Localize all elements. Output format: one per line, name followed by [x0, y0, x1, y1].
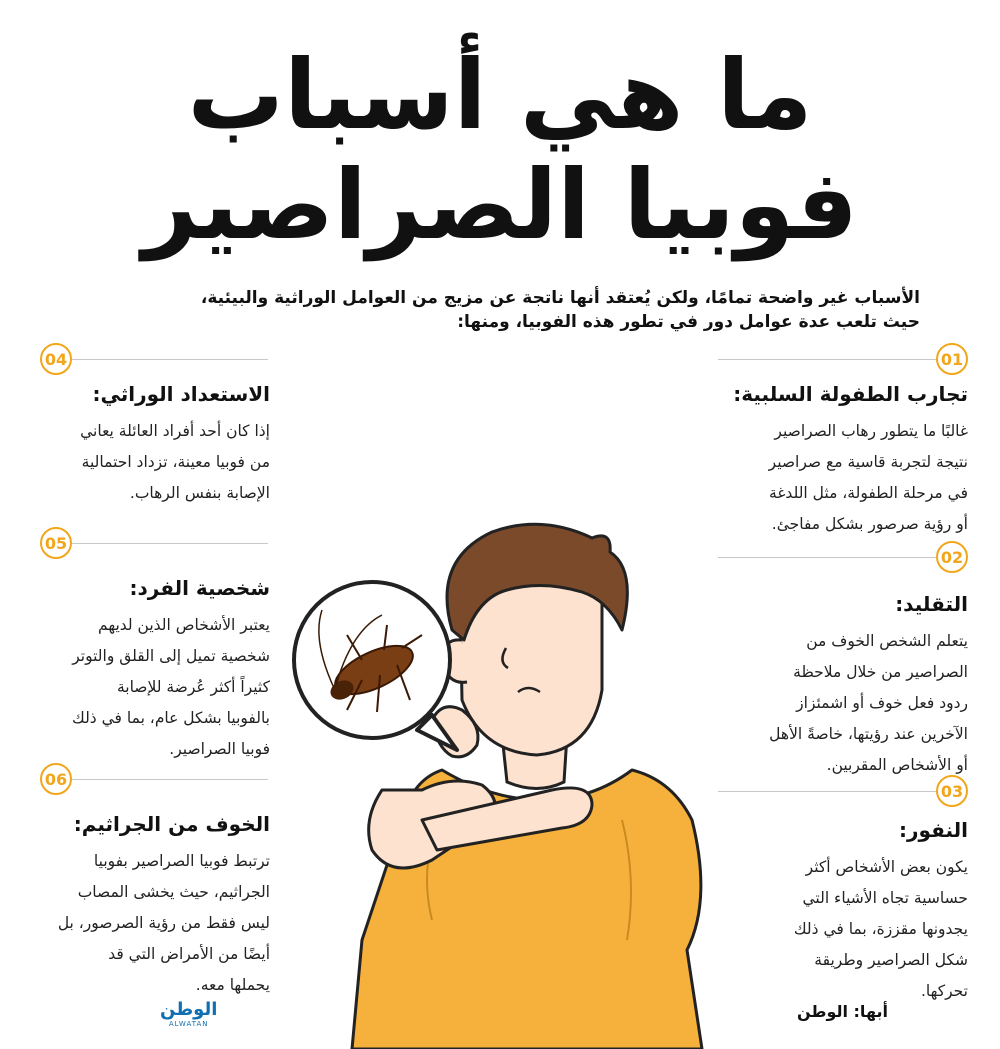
number-badge-04: 04 [40, 343, 72, 375]
title-line-1: ما هي أسباب [187, 39, 813, 151]
divider-line [72, 359, 268, 360]
section-04 [30, 380, 270, 509]
section-02 [728, 590, 968, 781]
divider-line [718, 557, 936, 558]
section-line: يعتبر الأشخاص الذين لديهم [98, 616, 270, 634]
logo-arabic: الوطن [160, 999, 218, 1020]
number-badge-05: 05 [40, 527, 72, 559]
section-line: ليس فقط من رؤية الصرصور، بل [57, 914, 270, 932]
section-line: تحركها. [920, 982, 968, 1000]
section-line: من فوبيا معينة، تزداد احتمالية [81, 453, 270, 471]
section-line: يجدونها مقززة، بما في ذلك [793, 920, 968, 938]
number-row-02 [718, 542, 968, 572]
section-line: الآخرين عند رؤيتها، خاصةً الأهل [769, 725, 968, 743]
section-title-05: شخصية الفرد: [129, 576, 270, 600]
section-line: يكون بعض الأشخاص أكثر [805, 858, 968, 876]
divider-line [718, 359, 936, 360]
section-line: شخصية تميل إلى القلق والتوتر [72, 647, 270, 665]
number-badge-03: 03 [936, 775, 968, 807]
section-line: الإصابة بنفس الرهاب. [129, 484, 270, 502]
section-line: نتيجة لتجربة قاسية مع صراصير [768, 453, 968, 471]
section-01 [728, 380, 968, 540]
section-line: يحملها معه. [195, 976, 270, 994]
section-line: بالفوبيا بشكل عام، بما في ذلك [72, 709, 270, 727]
section-title-02: التقليد: [895, 592, 968, 616]
section-title-04: الاستعداد الوراثي: [92, 382, 270, 406]
number-badge-02: 02 [936, 541, 968, 573]
section-line: ردود فعل خوف أو اشمئزاز [796, 694, 968, 712]
section-title-03: النفور: [899, 818, 968, 842]
section-line: غالبًا ما يتطور رهاب الصراصير [774, 422, 968, 440]
divider-line [718, 791, 936, 792]
section-line: في مرحلة الطفولة، مثل اللدغة [769, 484, 968, 502]
intro-line-2: حيث تلعب عدة عوامل دور في تطور هذه الفوبيا، ومنها: [457, 312, 920, 332]
section-title-06: الخوف من الجراثيم: [73, 812, 270, 836]
section-line: أيضًا من الأمراض التي قد [108, 945, 270, 963]
divider-line [72, 543, 268, 544]
logo-english: ALWATAN [168, 1020, 209, 1028]
page-title [0, 40, 1000, 260]
number-row-04 [40, 344, 268, 374]
section-06 [30, 810, 270, 1001]
section-line: أو الأشخاص المقربين. [826, 756, 968, 774]
section-line: شكل الصراصير وطريقة [814, 951, 968, 969]
number-row-01 [718, 344, 968, 374]
section-line: حساسية تجاه الأشياء التي [802, 889, 968, 907]
intro-line-1: الأسباب غير واضحة تمامًا، ولكن يُعتقد أنها ناتجة عن مزيج من العوامل الوراثية والبيئية، [200, 288, 920, 308]
section-03 [728, 816, 968, 1007]
source-credit: أبها: الوطن [796, 1002, 888, 1021]
section-line: إذا كان أحد أفراد العائلة يعاني [80, 422, 270, 440]
number-row-05 [40, 528, 268, 558]
boy-with-cockroach-illustration [292, 520, 732, 1049]
section-05 [30, 574, 270, 765]
alwatan-logo [160, 1000, 217, 1028]
section-line: يتعلم الشخص الخوف من [806, 632, 968, 650]
section-line: الصراصير من خلال ملاحظة [793, 663, 968, 681]
section-line: كثيراً أكثر عُرضة للإصابة [116, 678, 270, 696]
intro-text [100, 286, 920, 334]
section-line: الجراثيم، حيث يخشى المصاب [77, 883, 270, 901]
section-line: أو رؤية صرصور بشكل مفاجئ. [771, 515, 968, 533]
section-line: ترتبط فوبيا الصراصير بفوبيا [93, 852, 270, 870]
number-row-06 [40, 764, 268, 794]
number-badge-01: 01 [936, 343, 968, 375]
title-line-2: فوبيا الصراصير [142, 149, 858, 261]
number-badge-06: 06 [40, 763, 72, 795]
section-title-01: تجارب الطفولة السلبية: [733, 382, 968, 406]
section-line: فوبيا الصراصير. [169, 740, 270, 758]
divider-line [72, 779, 268, 780]
